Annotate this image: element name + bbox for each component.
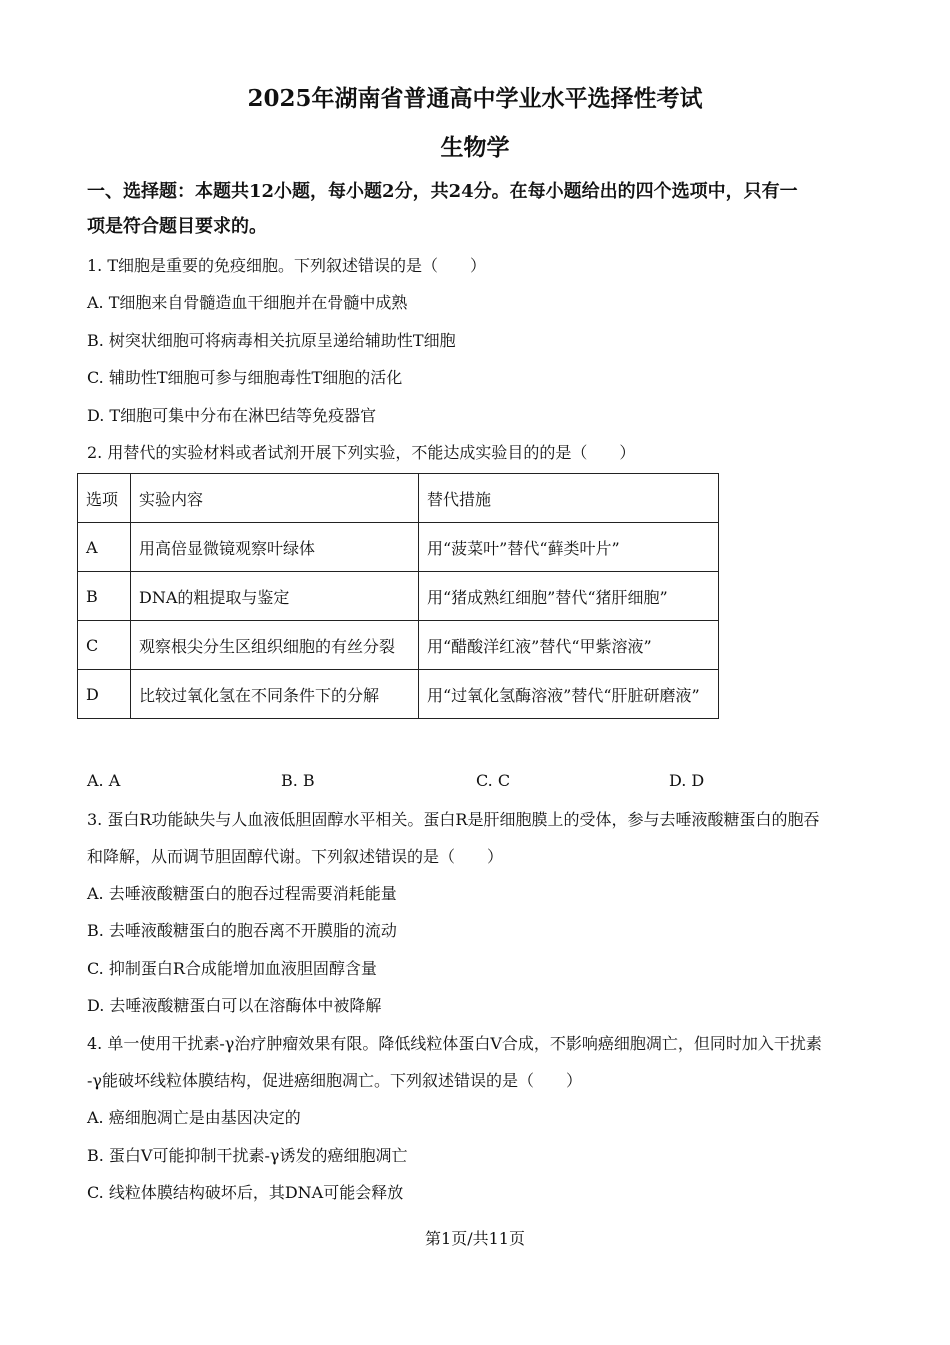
table-row [78, 523, 719, 572]
table-row [78, 621, 719, 670]
table-cell: 用高倍显微镜观察叶绿体 [131, 523, 419, 572]
table-cell: C [78, 621, 131, 670]
table-header-row [78, 474, 719, 523]
table-cell: 用“菠菜叶”替代“藓类叶片” [419, 523, 719, 572]
section-heading-line2: 项是符合题目要求的。 [87, 216, 267, 237]
question-4-option-a: A. 癌细胞凋亡是由基因决定的 [87, 1108, 301, 1127]
question-3-option-b: B. 去唾液酸糖蛋白的胞吞离不开膜脂的流动 [87, 921, 397, 940]
question-4-stem-line1: 4. 单一使用干扰素-γ治疗肿瘤效果有限。降低线粒体蛋白V合成，不影响癌细胞凋亡，但同时加入干扰素 [87, 1034, 822, 1053]
question-3-stem-line2: 和降解，从而调节胆固醇代谢。下列叙述错误的是（ ） [87, 847, 504, 866]
table-cell: 观察根尖分生区组织细胞的有丝分裂 [131, 621, 419, 670]
question-3-option-d: D. 去唾液酸糖蛋白可以在溶酶体中被降解 [87, 996, 382, 1015]
question-1-stem: 1. T细胞是重要的免疫细胞。下列叙述错误的是（ ） [87, 256, 487, 275]
table-cell: 用“猪成熟红细胞”替代“猪肝细胞” [419, 572, 719, 621]
table-cell: D [78, 670, 131, 719]
table-cell: 用“过氧化氢酶溶液”替代“肝脏研磨液” [419, 670, 719, 719]
question-4-stem-line2: -γ能破坏线粒体膜结构，促进癌细胞凋亡。下列叙述错误的是（ ） [87, 1071, 582, 1090]
table-header-cell: 选项 [78, 474, 131, 523]
question-4-option-b: B. 蛋白V可能抑制干扰素-γ诱发的癌细胞凋亡 [87, 1146, 408, 1165]
table-cell: DNA的粗提取与鉴定 [131, 572, 419, 621]
question-2-choice-b: B. B [281, 771, 315, 790]
table-row [78, 670, 719, 719]
question-3-option-c: C. 抑制蛋白R合成能增加血液胆固醇含量 [87, 959, 377, 978]
question-2-choice-d: D. D [669, 771, 705, 790]
question-3-stem-line1: 3. 蛋白R功能缺失与人血液低胆固醇水平相关。蛋白R是肝细胞膜上的受体，参与去唾液酸糖蛋白的胞吞 [87, 810, 820, 829]
table-cell: B [78, 572, 131, 621]
question-1-option-a: A. T细胞来自骨髓造血干细胞并在骨髓中成熟 [87, 293, 408, 312]
question-1-option-b: B. 树突状细胞可将病毒相关抗原呈递给辅助性T细胞 [87, 331, 456, 350]
table-cell: 比较过氧化氢在不同条件下的分解 [131, 670, 419, 719]
table-cell: A [78, 523, 131, 572]
table-header-cell: 实验内容 [131, 474, 419, 523]
question-2-choice-a: A. A [87, 771, 121, 790]
page-number: 第1页/共11页 [425, 1229, 525, 1248]
question-2-stem: 2. 用替代的实验材料或者试剂开展下列实验，不能达成实验目的的是（ ） [87, 443, 636, 462]
table-cell: 用“醋酸洋红液”替代“甲紫溶液” [419, 621, 719, 670]
question-2-table [77, 473, 719, 719]
subject-title: 生物学 [440, 134, 510, 161]
question-2-choice-c: C. C [476, 771, 511, 790]
table-row [78, 572, 719, 621]
question-4-option-c: C. 线粒体膜结构破坏后，其DNA可能会释放 [87, 1183, 404, 1202]
table-header-cell: 替代措施 [419, 474, 719, 523]
section-heading-line1: 一、选择题：本题共12小题，每小题2分，共24分。在每小题给出的四个选项中，只有一 [87, 181, 798, 202]
question-3-option-a: A. 去唾液酸糖蛋白的胞吞过程需要消耗能量 [87, 884, 397, 903]
question-1-option-d: D. T细胞可集中分布在淋巴结等免疫器官 [87, 406, 377, 425]
exam-title: 2025年湖南省普通高中学业水平选择性考试 [247, 85, 703, 112]
question-1-option-c: C. 辅助性T细胞可参与细胞毒性T细胞的活化 [87, 368, 403, 387]
